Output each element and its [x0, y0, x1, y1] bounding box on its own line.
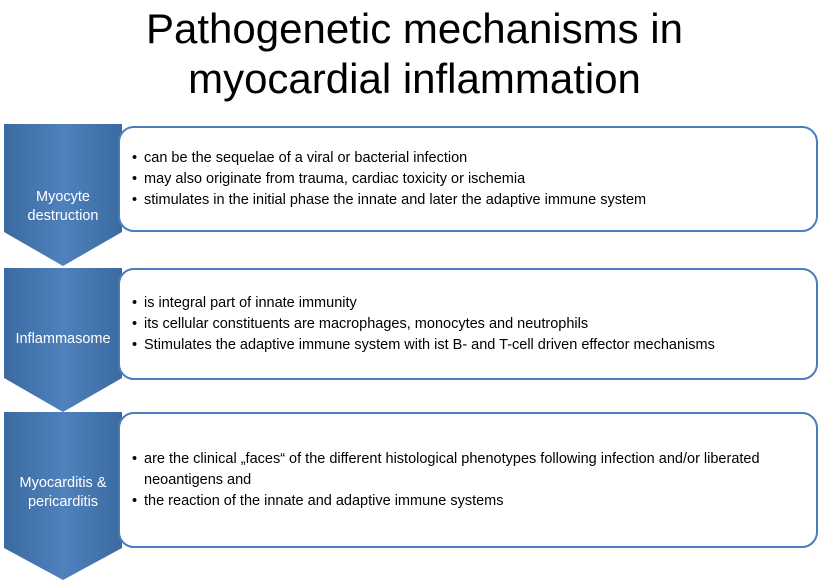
stage-label-myocarditis-pericarditis	[4, 474, 122, 512]
bullet-item: • Stimulates the adaptive immune system with ist B- and T-cell driven effector mechanisms	[132, 335, 806, 356]
title-line-2: myocardial inflammation	[188, 55, 641, 102]
stage-label-line: destruction	[27, 208, 99, 224]
bullet-item: • stimulates in the initial phase the innate and later the adaptive immune system	[132, 190, 806, 211]
panel-myocyte-destruction	[118, 126, 818, 232]
bullet-item: • the reaction of the innate and adaptive immune systems	[132, 491, 806, 512]
panel-myocarditis-pericarditis	[118, 412, 818, 548]
bullet-list	[132, 148, 806, 211]
stage-label-line: Inflammasome	[15, 331, 111, 347]
stage-label-line: Myocarditis &	[19, 475, 107, 491]
bullet-list	[132, 293, 806, 356]
stage-label-inflammasome	[4, 330, 122, 349]
bullet-item: • is integral part of innate immunity	[132, 293, 806, 314]
bullet-item: • may also originate from trauma, cardiac toxicity or ischemia	[132, 169, 806, 190]
stage-label-line: pericarditis	[27, 494, 99, 510]
bullet-list	[132, 449, 806, 512]
bullet-item: • can be the sequelae of a viral or bacterial infection	[132, 148, 806, 169]
title-line-1: Pathogenetic mechanisms in	[146, 5, 683, 52]
stage-label-line: Myocyte	[36, 189, 90, 205]
bullet-item: • its cellular constituents are macrophages, monocytes and neutrophils	[132, 314, 806, 335]
stage-label-myocyte-destruction	[4, 188, 122, 226]
bullet-item: • are the clinical „faces“ of the different histological phenotypes following infection and/or liberated neoantigens and	[132, 449, 806, 491]
panel-inflammasome	[118, 268, 818, 380]
